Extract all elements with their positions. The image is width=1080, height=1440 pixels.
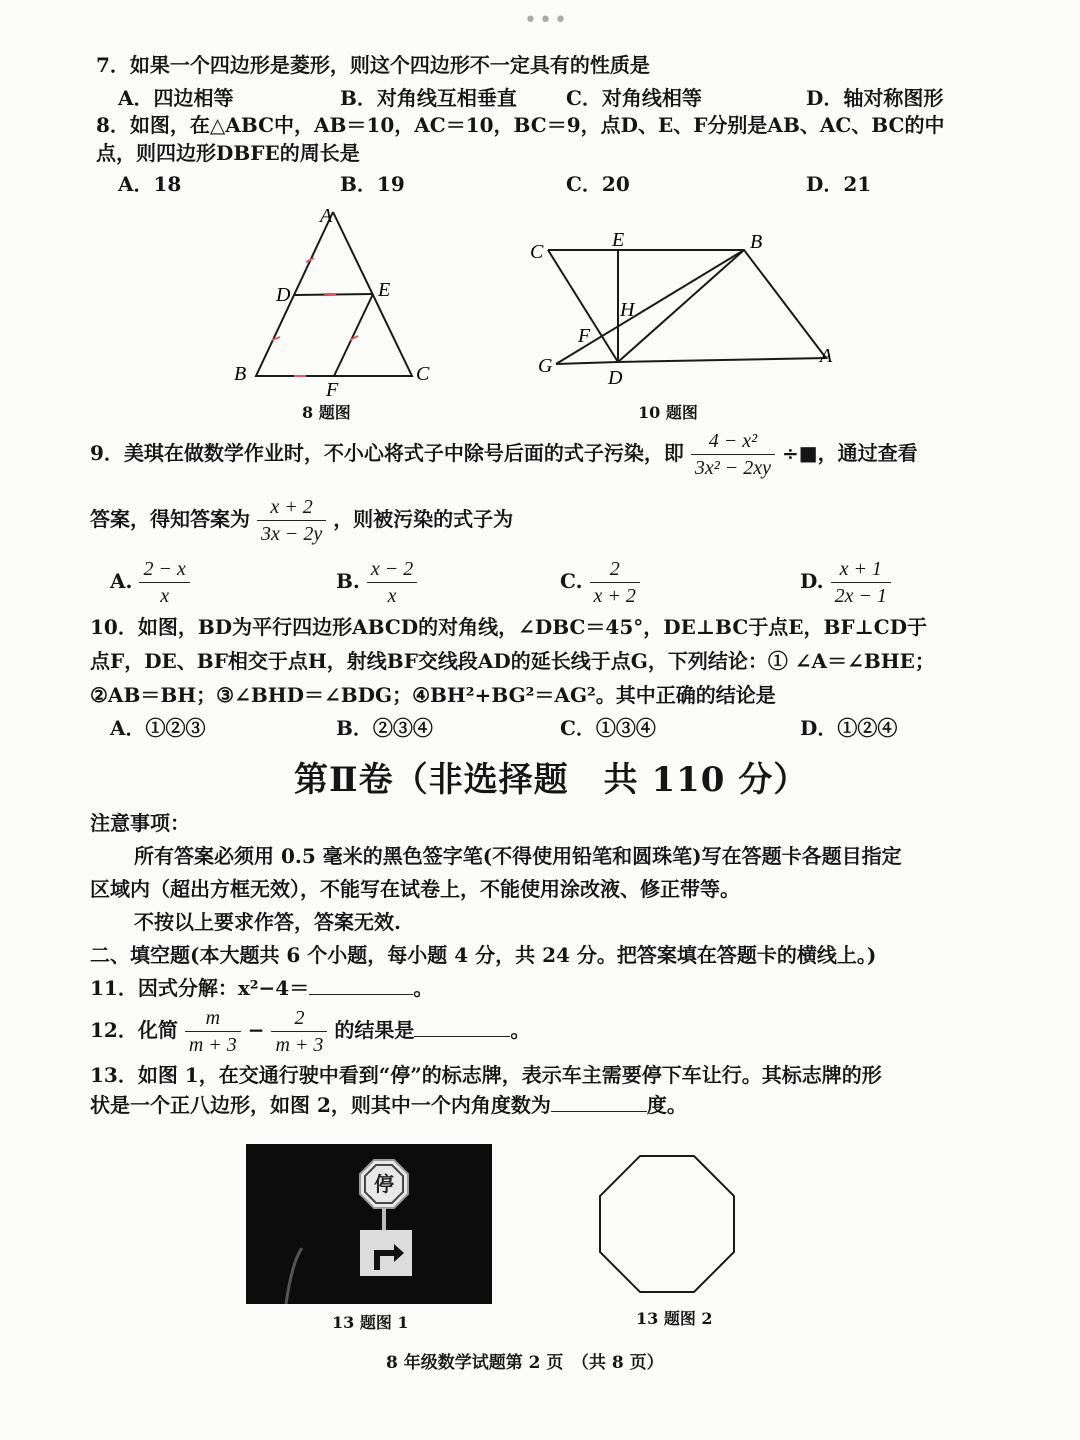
fig8-label-e: E (378, 279, 391, 301)
top-handle-dots: ••• (524, 8, 569, 33)
q13-end: 度。 (646, 1093, 687, 1117)
q11-end: 。 (413, 976, 434, 1000)
fig8-label-f: F (326, 379, 339, 400)
fig8-label-a: A (320, 205, 333, 227)
q12-answer-blank[interactable] (414, 1018, 510, 1037)
figure-13-octagon (594, 1152, 744, 1298)
q9-option-d-den: 2x − 1 (834, 585, 887, 607)
diagonal-bd (618, 250, 744, 362)
q13-line2 (90, 1092, 687, 1118)
q9-option-a-label: A. (110, 569, 133, 593)
q9-option-c-fraction (590, 556, 640, 609)
figure-10-parallelogram (520, 222, 850, 392)
q13-answer-blank[interactable] (551, 1093, 647, 1112)
q9-stem-part2: 通过查看 (837, 441, 918, 465)
q8-stem-line1: 8．如图，在△ABC中，AB＝10，AC＝10，BC＝9，点D、E、F分别是AB、AC、BC的中 (96, 113, 945, 137)
q9-option-d-label: D. (800, 569, 824, 593)
q7-stem: 7．如果一个四边形是菱形，则这个四边形不一定具有的性质是 (96, 53, 650, 77)
q10-option-b: B．②③④ (336, 716, 433, 740)
q9-stem-part1: 9．美琪在做数学作业时，不小心将式子中除号后面的式子污染，即 (90, 441, 684, 465)
q9-line1 (90, 424, 918, 482)
fig13-photo (246, 1144, 492, 1304)
fig8-caption: 8 题图 (302, 403, 351, 422)
q9-option-a (110, 552, 190, 610)
fig10-label-h: H (620, 299, 635, 321)
q12-frac2-den: m + 3 (275, 1034, 324, 1056)
q12-minus: − (247, 1018, 265, 1042)
q9-answer-fraction (257, 494, 326, 547)
q12-fraction-2 (271, 1005, 327, 1058)
fig10-label-d: D (608, 367, 623, 389)
q7-option-d: D．轴对称图形 (806, 86, 944, 110)
q9-option-b (336, 552, 417, 610)
q9-option-d-num: x + 1 (831, 556, 891, 583)
q13-line1: 13．如图 1，在交通行驶中看到“停”的标志牌，表示车主需要停下车让行。其标志牌的形 (90, 1063, 882, 1087)
q11-text: 11．因式分解：x²−4＝ (90, 976, 310, 1000)
q7-option-a: A．四边相等 (118, 86, 234, 110)
q8-option-a: A．18 (118, 172, 182, 196)
q12-fraction-1 (185, 1005, 241, 1058)
fig10-label-c: C (530, 241, 544, 263)
notice-line2: 区域内（超出方框无效），不能写在试卷上，不能使用涂改液、修正带等。 (90, 877, 740, 901)
q9-option-d-fraction (831, 556, 891, 609)
fig8-label-b: B (234, 363, 247, 385)
q10-option-d: D．①②④ (800, 716, 898, 740)
q10-option-a: A．①②③ (110, 716, 206, 740)
q9-answer-denominator: 3x − 2y (260, 523, 323, 545)
part-2-heading: 二、填空题(本大题共 6 个小题，每小题 4 分，共 24 分。把答案填在答题卡的横线上。) (90, 943, 877, 967)
stop-sign-photo-illustration (246, 1144, 492, 1304)
q10-line2: 点F，DE、BF相交于点H，射线BF交线段AD的延长线于点G，下列结论：① ∠A＝∠BHE； (90, 649, 935, 673)
q7-option-b: B．对角线互相垂直 (340, 86, 517, 110)
q9-expr-numerator: 4 − x² (691, 428, 775, 455)
q9-expr-denominator: 3x² − 2xy (694, 457, 772, 479)
fig10-label-b: B (750, 231, 763, 253)
q10-option-c: C．①③④ (560, 716, 656, 740)
figure-8-triangle (220, 200, 450, 400)
q12-frac1-num: m (185, 1005, 241, 1032)
q9-line2 (90, 490, 513, 548)
q12 (90, 1002, 530, 1058)
regular-octagon (600, 1156, 734, 1292)
fig8-label-c: C (416, 363, 430, 385)
q8-stem-line2: 点，则四边形DBFE的周长是 (96, 141, 360, 165)
q12-end: 。 (510, 1018, 531, 1042)
q8-option-d: D．21 (806, 172, 872, 196)
q9-option-d (800, 552, 891, 610)
notice-line3: 不按以上要求作答，答案无效. (134, 910, 401, 934)
q9-option-a-num: 2 − x (139, 556, 189, 583)
q10-line3: ②AB＝BH；③∠BHD＝∠BDG；④BH²+BG²＝AG²。其中正确的结论是 (90, 683, 776, 707)
q9-option-b-fraction (367, 556, 417, 609)
q9-option-a-fraction (139, 556, 189, 609)
fig10-label-e: E (612, 229, 625, 251)
q12-suffix: 的结果是 (334, 1018, 415, 1042)
segment-ef (334, 294, 373, 376)
q8-option-b: B．19 (340, 172, 405, 196)
q9-option-c-label: C. (560, 569, 583, 593)
q9-answer-numerator: x + 2 (257, 494, 326, 521)
fig10-label-g: G (538, 355, 553, 377)
q9-option-b-num: x − 2 (367, 556, 417, 583)
q9-option-c (560, 552, 640, 610)
q8-option-c: C．20 (566, 172, 630, 196)
q9-option-c-num: 2 (590, 556, 640, 583)
q9-divide-blot: ÷■， (781, 441, 838, 465)
segment-gd (556, 362, 618, 364)
page-footer: 8 年级数学试题第 2 页 （共 8 页） (386, 1353, 664, 1373)
fig10-label-a: A (820, 345, 833, 367)
q11-answer-blank[interactable] (309, 976, 413, 995)
notice-heading: 注意事项： (90, 811, 190, 835)
q13-line2-text: 状是一个正八边形，如图 2，则其中一个内角度数为 (90, 1093, 551, 1117)
q12-frac1-den: m + 3 (188, 1034, 237, 1056)
q9-line2-part2: ，则被污染的式子为 (333, 507, 514, 531)
section-2-title: 第Ⅱ卷（非选择题 共 110 分） (294, 760, 809, 800)
stop-sign-character: 停 (374, 1172, 394, 1196)
q12-frac2-num: 2 (271, 1005, 327, 1032)
q9-option-b-label: B. (336, 569, 360, 593)
q10-line1: 10．如图，BD为平行四边形ABCD的对角线，∠DBC＝45°，DE⊥BC于点E，BF⊥CD于 (90, 615, 928, 639)
notice-line1: 所有答案必须用 0.5 毫米的黑色签字笔(不得使用铅笔和圆珠笔)写在答题卡各题目指定 (134, 844, 902, 868)
q9-option-b-den: x (387, 585, 397, 607)
q12-prefix: 12．化简 (90, 1018, 178, 1042)
q9-line2-part1: 答案，得知答案为 (90, 507, 250, 531)
q11 (90, 975, 433, 1001)
fig13-2-caption: 13 题图 2 (636, 1309, 713, 1328)
fig8-label-d: D (276, 284, 291, 306)
fig13-1-caption: 13 题图 1 (332, 1313, 409, 1332)
q7-option-c: C．对角线相等 (566, 86, 702, 110)
q9-option-c-den: x + 2 (593, 585, 636, 607)
fig10-label-f: F (578, 325, 591, 347)
q9-option-a-den: x (160, 585, 170, 607)
fig10-caption: 10 题图 (638, 403, 698, 422)
q9-expression-fraction (691, 428, 775, 481)
